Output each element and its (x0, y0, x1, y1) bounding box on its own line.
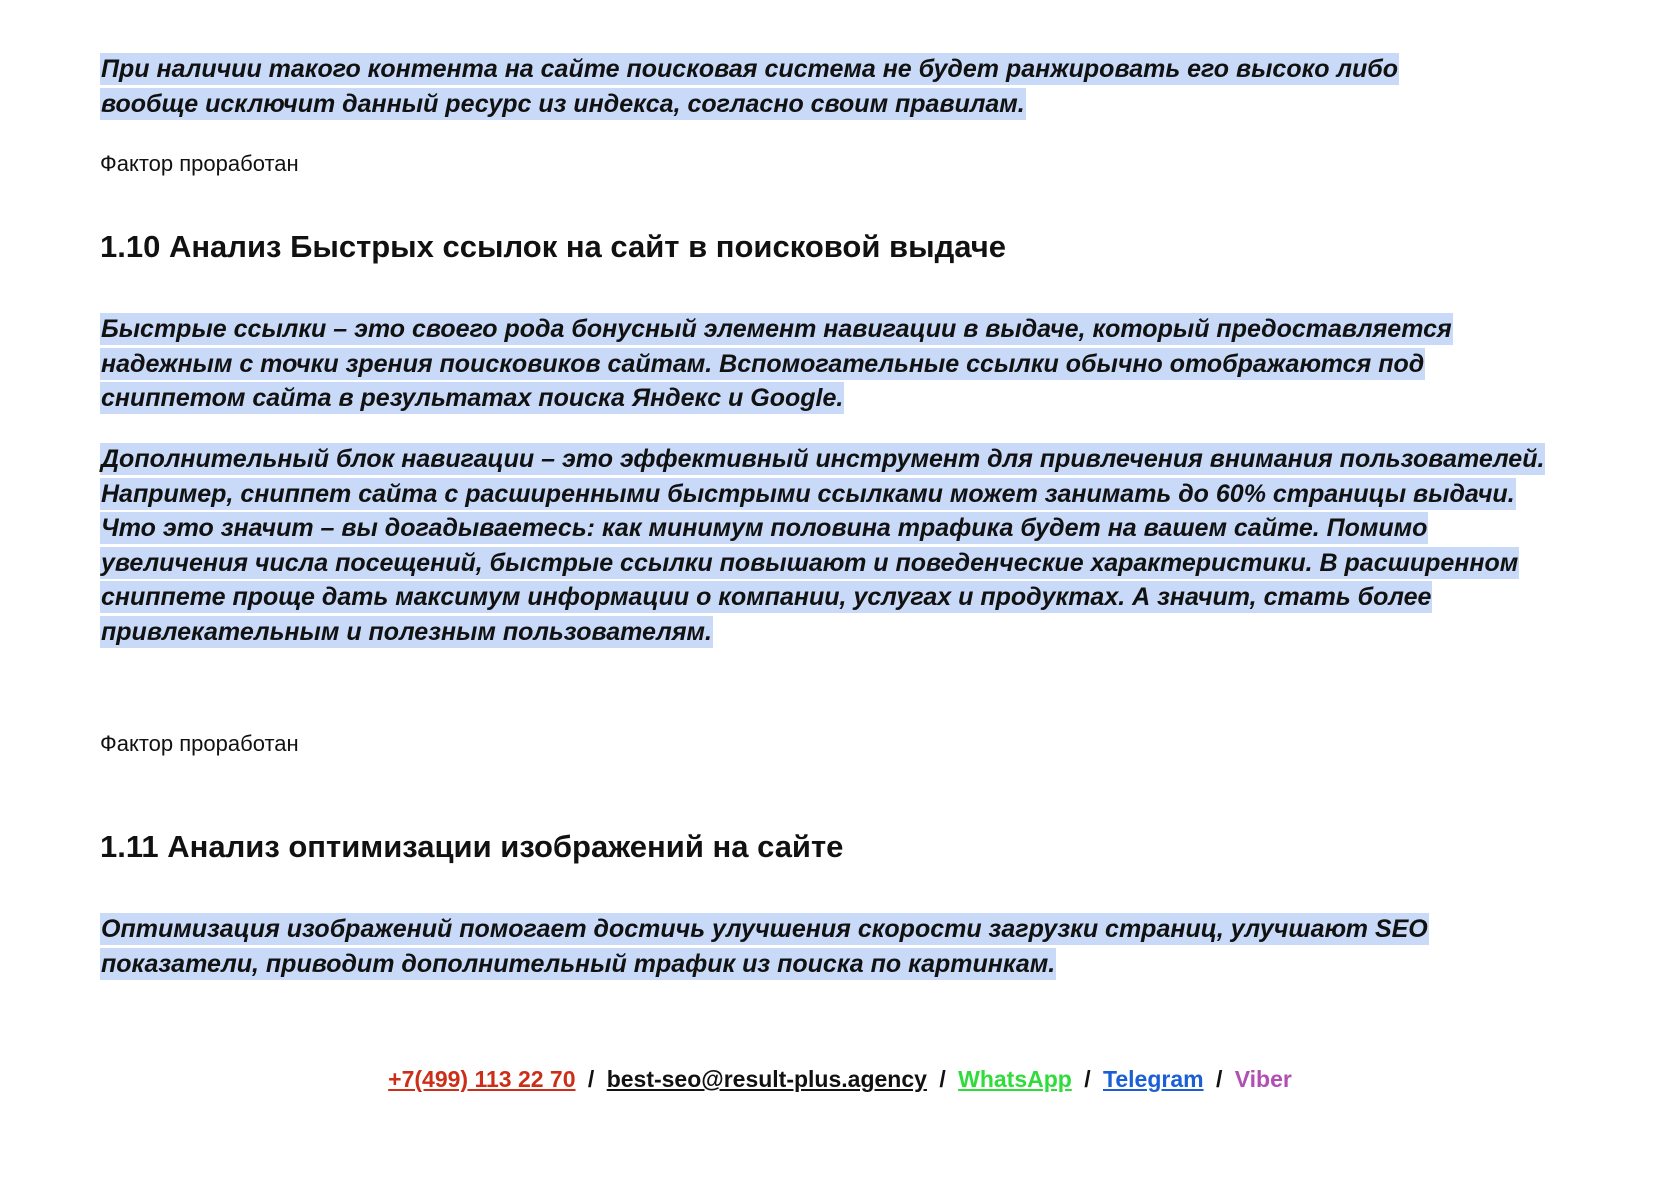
section-heading-1-11: 1.11 Анализ оптимизации изображений на сайте (100, 829, 844, 864)
images-paragraph (100, 912, 1520, 981)
intro-paragraph (100, 52, 1470, 121)
telegram-link[interactable]: Telegram (1103, 1066, 1204, 1092)
status-text-2: Фактор проработан (100, 731, 299, 756)
section-heading-1-10: 1.10 Анализ Быстрых ссылок на сайт в поисковой выдаче (100, 229, 1006, 264)
viber-link[interactable]: Viber (1234, 1066, 1292, 1092)
separator: / (587, 1066, 595, 1092)
fast-links-paragraph-2 (100, 442, 1560, 649)
images-highlight: Оптимизация изображений помогает достичь улучшения скорости загрузки страниц, улучшают SEO показатели, приводит дополнительный трафик из поиска по картинкам. (101, 915, 1428, 978)
phone-link[interactable]: +7(499) 113 22 70 (388, 1066, 576, 1092)
separator: / (1084, 1066, 1091, 1092)
status-text-1: Фактор проработан (100, 151, 299, 176)
fast-links-highlight-2: Дополнительный блок навигации – это эффективный инструмент для привлечения внимания пользователей. Например, сниппет сайта с расширенными быстрыми ссылками может занимать до 60% страницы выдачи. Что это значит – вы догадываетесь: как минимум половина трафика будет на вашем сайте. Помимо увеличения числа посещений, быстрые ссылки повышают и поведенческие характеристики. В расширенном сниппете проще дать максимум информации о компании, услугах и продуктах. А значит, стать более привлекательным и полезным пользователям. (101, 445, 1545, 646)
fast-links-paragraph-1 (100, 312, 1520, 416)
email-link[interactable]: best-seo@result-plus.agency (606, 1066, 927, 1092)
intro-highlight: При наличии такого контента на сайте поисковая система не будет ранжировать его высоко либо вообще исключит данный ресурс из индекса, согласно своим правилам. (101, 55, 1399, 118)
whatsapp-link[interactable]: WhatsApp (958, 1066, 1072, 1092)
fast-links-highlight-1: Быстрые ссылки – это своего рода бонусный элемент навигации в выдаче, который предоставляется надежным с точки зрения поисковиков сайтам. Вспомогательные ссылки обычно отображаются под сниппетом сайта в результатах поиска Яндекс и Google. (101, 315, 1452, 412)
separator: / (939, 1066, 946, 1092)
contact-footer (0, 1064, 1680, 1094)
separator: / (1215, 1066, 1223, 1092)
